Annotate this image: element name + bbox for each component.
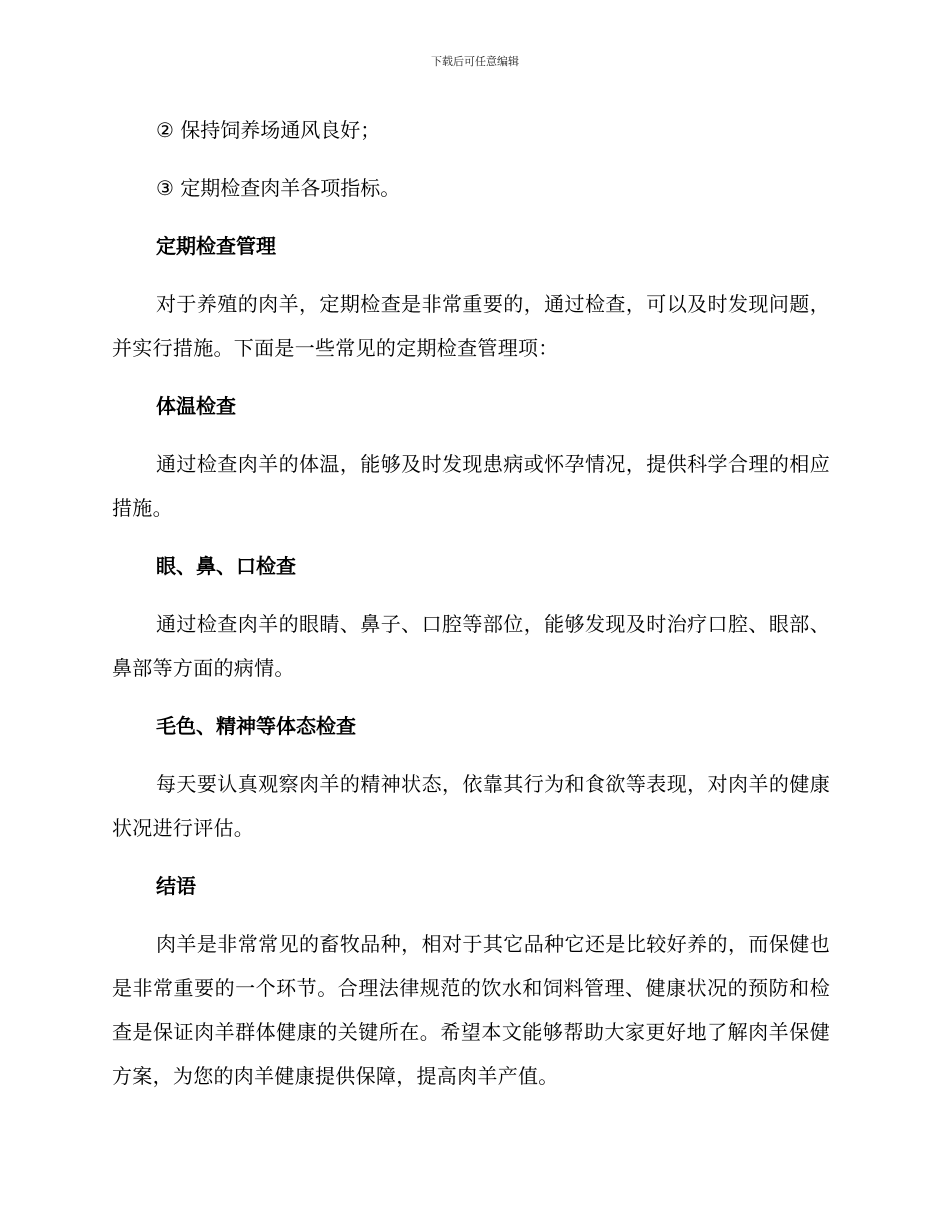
paragraph-temperature: 通过检查肉羊的体温，能够及时发现患病或怀孕情况，提供科学合理的相应措施。 bbox=[112, 452, 830, 520]
page-header: 下载后可任意编辑 bbox=[431, 55, 519, 68]
paragraph-coat-spirit: 每天要认真观察肉羊的精神状态，依靠其行为和食欲等表现，对肉羊的健康状况进行评估。 bbox=[112, 772, 830, 840]
document-body bbox=[112, 113, 830, 1117]
section-heading-eye-nose-mouth: 眼、鼻、口检查 bbox=[156, 554, 296, 578]
list-item-ventilation: ② 保持饲养场通风良好； bbox=[156, 118, 381, 142]
section-heading-regular-inspection: 定期检查管理 bbox=[156, 234, 276, 258]
paragraph-conclusion: 肉羊是非常常见的畜牧品种，相对于其它品种它还是比较好养的，而保健也是非常重要的一个环节。合理法律规范的饮水和饲料管理、健康状况的预防和检查是保证肉羊群体健康的关键所在。希望本文能够帮助大家更好地了解肉羊保健方案，为您的肉羊健康提供保障，提高肉羊产值。 bbox=[112, 932, 830, 1088]
list-item-regular-check: ③ 定期检查肉羊各项指标。 bbox=[156, 176, 401, 200]
section-heading-coat-spirit: 毛色、精神等体态检查 bbox=[156, 714, 356, 738]
section-heading-temperature: 体温检查 bbox=[156, 394, 236, 418]
section-heading-conclusion: 结语 bbox=[156, 874, 196, 898]
paragraph-eye-nose-mouth: 通过检查肉羊的眼睛、鼻子、口腔等部位，能够发现及时治疗口腔、眼部、鼻部等方面的病情。 bbox=[112, 612, 830, 680]
paragraph-regular-inspection: 对于养殖的肉羊，定期检查是非常重要的，通过检查，可以及时发现问题，并实行措施。下面是一些常见的定期检查管理项： bbox=[112, 292, 830, 360]
